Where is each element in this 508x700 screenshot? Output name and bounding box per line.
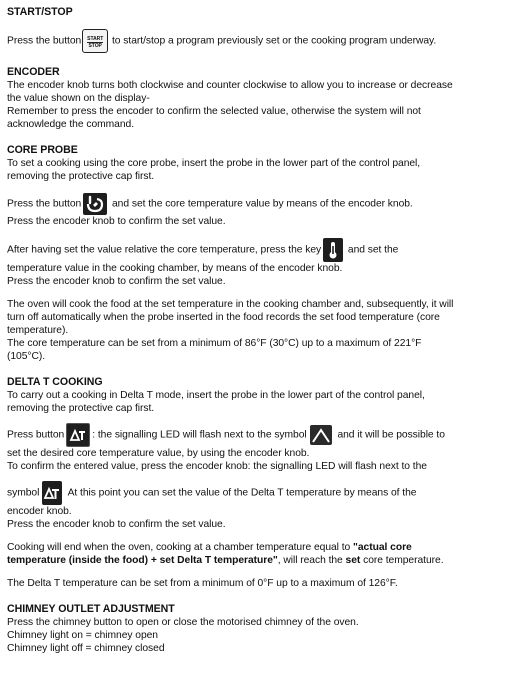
encoder-line: the value shown on the display- bbox=[7, 93, 150, 104]
delta-t-intro: removing the protective cap first. bbox=[7, 403, 155, 414]
core-probe-heading: CORE PROBE bbox=[7, 144, 78, 156]
delta-t-symbol-icon bbox=[42, 481, 62, 505]
thermometer-icon bbox=[323, 238, 343, 262]
chimney-line: Press the chimney button to open or close the motorised chimney of the oven. bbox=[7, 617, 359, 628]
core-probe-confirm: Press the encoder knob to confirm the set value. bbox=[7, 216, 226, 227]
delta-t-symbol-text: Press the encoder knob to confirm the set value. bbox=[7, 519, 226, 530]
core-probe-icon bbox=[83, 193, 107, 215]
delta-t-range: The Delta T temperature can be set from a minimum of 0°F up to a maximum of 126°F. bbox=[7, 578, 398, 589]
encoder-line: The encoder knob turns both clockwise and counter clockwise to allow you to increase or decrease bbox=[7, 80, 453, 91]
delta-t-end-line: Cooking will end when the oven, cooking at a chamber temperature equal to "actual core bbox=[7, 542, 412, 553]
start-stop-button-icon: START STOP bbox=[82, 29, 108, 53]
core-probe-symbol-icon bbox=[310, 425, 332, 445]
delta-t-symbol-text: encoder knob. bbox=[7, 506, 72, 517]
core-probe-oven-text: The core temperature can be set from a minimum of 86°F (30°C) up to a maximum of 221°F bbox=[7, 338, 422, 349]
core-probe-after-text: temperature value in the cooking chamber, by means of the encoder knob. bbox=[7, 263, 343, 274]
delta-t-heading: DELTA T COOKING bbox=[7, 376, 103, 388]
chimney-line: Chimney light on = chimney open bbox=[7, 630, 158, 641]
delta-t-press-text: set the desired core temperature value, by using the encoder knob. bbox=[7, 448, 310, 459]
core-probe-press-line: Press the button and set the core temperature value by means of the encoder knob. bbox=[7, 193, 499, 215]
core-probe-oven-text: temperature). bbox=[7, 325, 69, 336]
encoder-line: acknowledge the command. bbox=[7, 119, 135, 130]
delta-t-button-icon bbox=[66, 423, 90, 447]
encoder-heading: ENCODER bbox=[7, 66, 60, 78]
delta-t-press-text: To confirm the entered value, press the encoder knob: the signalling LED will flash next to the bbox=[7, 461, 427, 472]
core-probe-intro: To set a cooking using the core probe, insert the probe in the lower part of the control panel, bbox=[7, 158, 421, 169]
core-probe-oven-text: (105°C). bbox=[7, 351, 46, 362]
chimney-line: Chimney light off = chimney closed bbox=[7, 643, 165, 654]
delta-t-press-line: Press button : the signalling LED will flash next to the symbol and it will be possible to bbox=[7, 423, 499, 447]
start-stop-heading: START/STOP bbox=[7, 6, 73, 18]
chimney-heading: CHIMNEY OUTLET ADJUSTMENT bbox=[7, 603, 175, 615]
delta-t-end-line: temperature (inside the food) + set Delta T temperature", will reach the set core temperature. bbox=[7, 555, 444, 566]
core-probe-oven-text: The oven will cook the food at the set temperature in the cooking chamber and, subsequently, it will bbox=[7, 299, 454, 310]
core-probe-oven-text: turn off automatically when the probe inserted in the food records the set food temperature (core bbox=[7, 312, 440, 323]
core-probe-after-text: Press the encoder knob to confirm the set value. bbox=[7, 276, 226, 287]
delta-t-intro: To carry out a cooking in Delta T mode, insert the probe in the lower part of the control panel, bbox=[7, 390, 425, 401]
core-probe-intro: removing the protective cap first. bbox=[7, 171, 155, 182]
start-stop-text: Press the button START STOP to start/stop a program previously set or the cooking program underway. bbox=[7, 29, 499, 53]
manual-page bbox=[7, 6, 499, 655]
delta-t-symbol-line: symbol At this point you can set the value of the Delta T temperature by means of the bbox=[7, 481, 499, 505]
encoder-line: Remember to press the encoder to confirm the selected value, otherwise the system will not bbox=[7, 106, 421, 117]
core-probe-after-line: After having set the value relative the core temperature, press the key and set the bbox=[7, 238, 499, 262]
